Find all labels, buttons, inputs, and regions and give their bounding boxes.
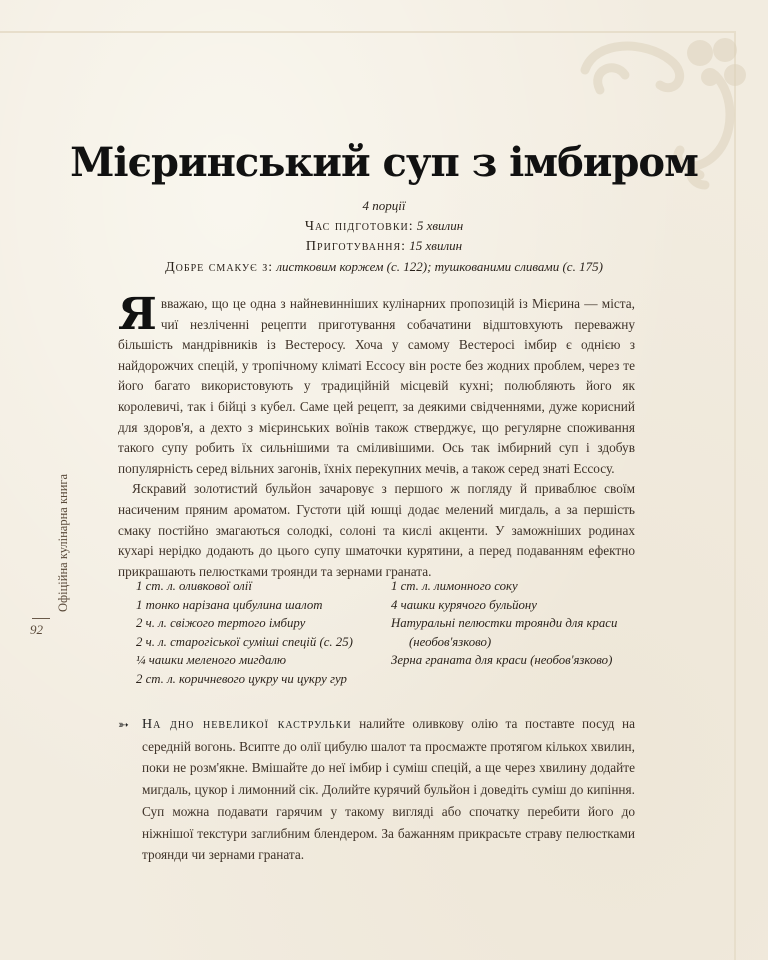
ingredient-item: 1 тонко нарізана цибулина шалот <box>136 597 323 612</box>
method-step <box>118 713 635 866</box>
ingredients-column-left <box>136 577 391 689</box>
page-number: 92 <box>30 622 43 637</box>
drop-cap: Я <box>118 289 157 340</box>
intro-paragraph-1 <box>118 289 635 479</box>
pairs-with <box>100 257 668 278</box>
cook-label: Приготування: <box>305 239 407 254</box>
ingredient-item: 4 чашки курячого бульйону <box>391 597 537 612</box>
cook-time <box>100 236 668 257</box>
recipe-title: Мієринський суп з імбиром <box>70 138 698 186</box>
ingredient-item: Зерна граната для краси (необов'язково) <box>391 653 613 668</box>
ingredient-item: 2 ч. л. свіжого тертого імбиру <box>136 616 306 631</box>
arrow-bullet-icon: ➳ <box>118 717 129 732</box>
prep-time <box>100 216 668 237</box>
ingredient-item: ¼ чашки меленого мигдалю <box>136 653 287 668</box>
ingredient-item: 1 ст. л. оливкової олії <box>136 579 252 593</box>
servings: 4 порції <box>362 198 406 213</box>
cook-value: 15 хвилин <box>409 238 463 253</box>
page-folio <box>22 460 70 650</box>
recipe-meta <box>100 196 668 277</box>
book-title: Офіційна кулінарна книга <box>56 473 70 612</box>
ingredients-list <box>136 577 636 689</box>
ingredient-item: 2 ст. л. коричневого цукру чи цукру гур <box>136 671 347 686</box>
step-text <box>142 713 635 866</box>
intro-text <box>118 289 635 582</box>
pairs-label: Добре смакує з: <box>165 259 274 275</box>
ingredient-item: Натуральні пелюстки троянди для краси (необов'язково) <box>391 616 618 649</box>
ingredients-column-right <box>391 577 636 689</box>
prep-label: Час підготовки: <box>304 218 414 234</box>
intro-paragraph-2: Яскравий золотистий бульйон зачаровує з першого ж погляду й приваблює своїм насиченим пряним ароматом. Густоти цій юшці додає мелений мигдаль, а за першість смаку постійно змагаються солодкі, солоні та кислі акценти. У заможніших родинах кухарі нерідко додають до цього супу шматочки курятини, а перед подаванням ефектно прикрашають пелюстками троянди та зернами граната. <box>118 481 635 579</box>
intro-paragraph-1-text: вважаю, що це одна з найневинніших кулінарних пропозицій із Мієрина — міста, чиї незліченні рецепти приготування собачатини відштовхують переважну більшість мандрівників із Вестеросу. Хоча у самому Вестеросі імбир є однією з найдорожчих спецій, у тропічному кліматі Ессосу він росте без жодних проблем, через те його багато використовують у традиційній місцевій кухні; полюбляють його як королевичі, так і бійці з кубел. Саме цей рецепт, за деякими свідченнями, дуже корисний для здоров'я, а дехто з мієринських воїнів також стверджує, що регулярне споживання такого супу робить їх сильнішими та сміливішими. Ось так імбирний суп і здобув популярність серед вільних загонів, їхніх перекупних мечів, а також серед знаті Ессосу. <box>118 296 635 476</box>
prep-value: 5 хвилин <box>416 217 464 233</box>
step-body: налийте оливкову олію та поставте посуд на середній вогонь. Всипте до олії цибулю шалот та просмажте протягом кількох хвилин, поки не розм'якне. Вмішайте до неї імбир і суміш спецій, а ще через хвилину додайте мигдаль, цукор і лимонний сік. Долийте курячий бульйон і доведіть суміш до кипіння. Суп можна подавати гарячим у такому вигляді або спочатку перебити його до ніжнішої текстури заглибним блендером. За бажанням прикрасьте страву пелюстками троянди чи зернами граната. <box>142 716 635 863</box>
folio-rule <box>32 618 50 619</box>
step-lead: На дно невеликої каструльки <box>142 717 352 732</box>
ingredient-item: 1 ст. л. лимонного соку <box>391 579 518 593</box>
ingredient-item: 2 ч. л. старогіської суміші спецій (с. 25) <box>136 634 353 649</box>
pairs-value: листковим коржем (с. 122); тушкованими сливами (с. 175) <box>276 258 603 274</box>
